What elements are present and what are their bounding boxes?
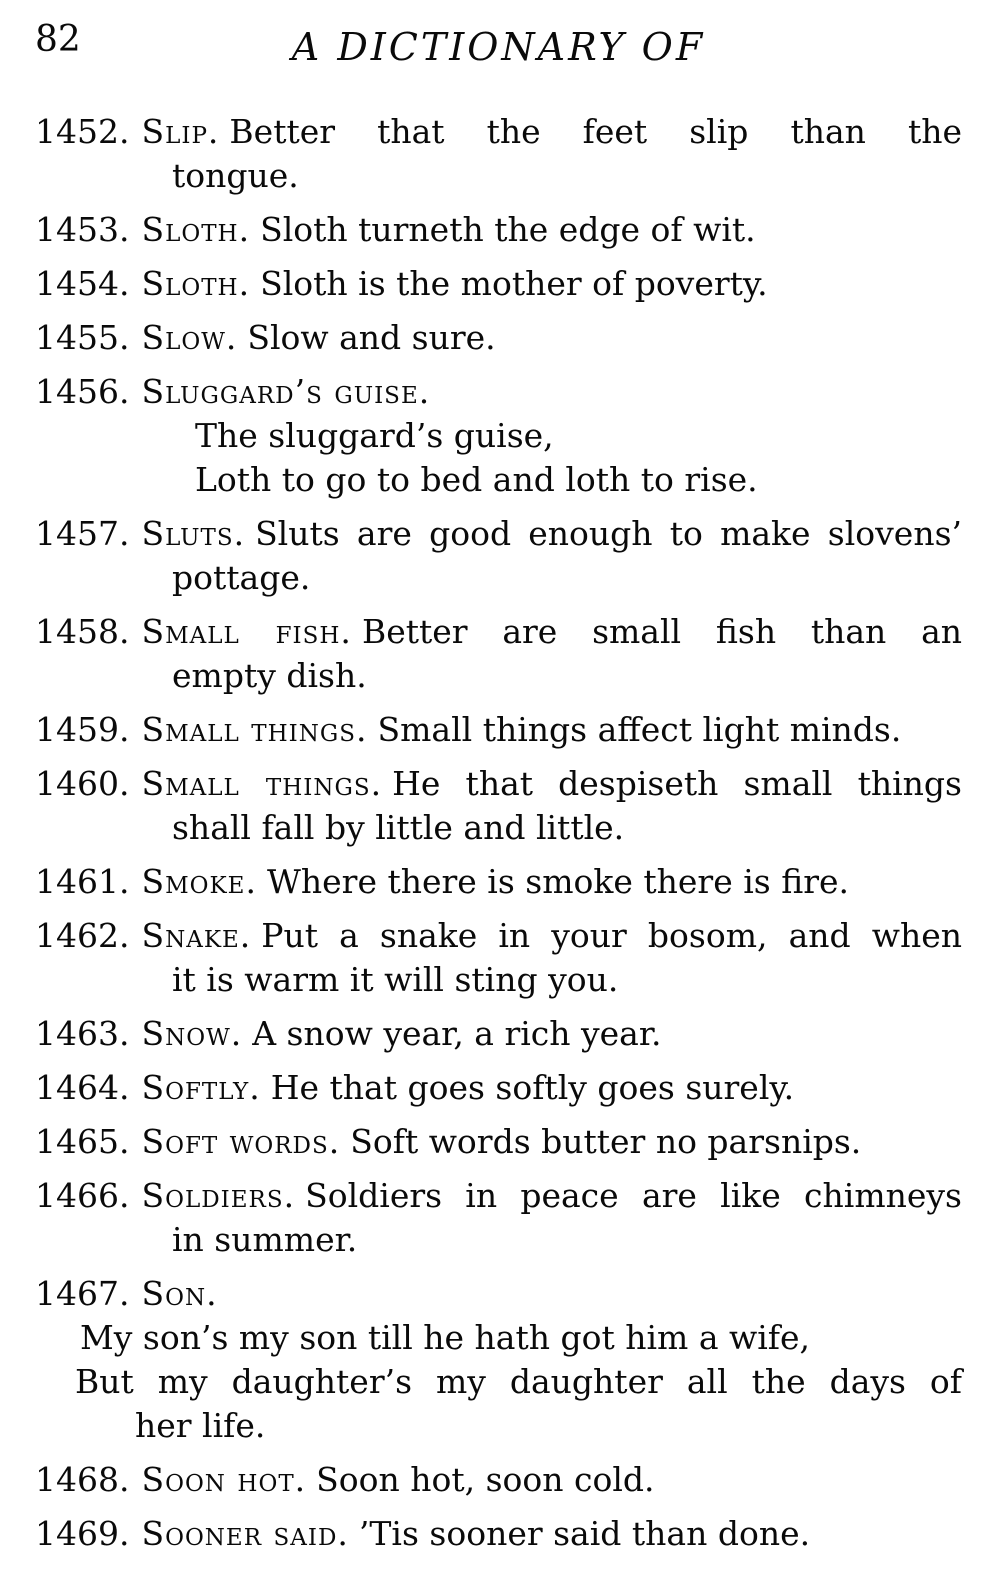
entry-first-line	[35, 610, 962, 654]
entry	[35, 1066, 962, 1110]
entry	[35, 1272, 962, 1448]
entry-keyword: Small things.	[141, 710, 368, 749]
entry	[35, 110, 962, 198]
entry-keyword: Small things.	[141, 764, 383, 803]
entry-number: 1457.	[35, 514, 130, 553]
entry	[35, 316, 962, 360]
entry-first-line	[35, 512, 962, 556]
entry-text: Better that the feet slip than the	[229, 112, 962, 151]
entry-first-line	[35, 1512, 962, 1556]
entry	[35, 208, 962, 252]
entry-first-line	[35, 708, 962, 752]
entry-first-line	[35, 370, 962, 414]
entry-text: Soon hot, soon cold.	[316, 1460, 655, 1499]
entry-continuation-line: shall fall by little and little.	[172, 808, 625, 847]
entry-keyword: Small fish.	[141, 612, 352, 651]
page-number: 82	[35, 19, 81, 60]
entry-number: 1453.	[35, 210, 130, 249]
entry-continuation-line: it is warm it will sting you.	[172, 960, 619, 999]
entry-text: Where there is smoke there is fire.	[266, 862, 850, 901]
entry-number: 1464.	[35, 1068, 130, 1107]
entry-first-line	[35, 1272, 962, 1316]
entry-keyword: Sluggard’s guise.	[141, 372, 431, 411]
entry-first-line	[35, 1174, 962, 1218]
entry-first-line	[35, 208, 962, 252]
entry	[35, 914, 962, 1002]
entry-continuation-line: her life.	[135, 1406, 266, 1445]
entry-keyword: Soft words.	[141, 1122, 341, 1161]
entry-number: 1463.	[35, 1014, 130, 1053]
entry	[35, 262, 962, 306]
entry-first-line	[35, 1012, 962, 1056]
entry	[35, 610, 962, 698]
entry-continuation-line: But my daughter’s my daughter all the days of	[75, 1362, 962, 1401]
entry-number: 1452.	[35, 112, 130, 151]
entry-text: He that goes softly goes surely.	[270, 1068, 795, 1107]
entry-text: Soldiers in peace are like chimneys	[305, 1176, 962, 1215]
entry-keyword: Smoke.	[141, 862, 257, 901]
entry-number: 1465.	[35, 1122, 130, 1161]
entry-first-line	[35, 1458, 962, 1502]
entry-number: 1466.	[35, 1176, 130, 1215]
entry-text: Better are small fish than an	[361, 612, 962, 651]
entry-first-line	[35, 762, 962, 806]
entry-first-line	[35, 914, 962, 958]
entry	[35, 762, 962, 850]
entry-number: 1467.	[35, 1274, 130, 1313]
entry-number: 1455.	[35, 318, 130, 357]
entry-first-line	[35, 316, 962, 360]
entry-number: 1456.	[35, 372, 130, 411]
entry	[35, 1120, 962, 1164]
entry-keyword: Slow.	[141, 318, 238, 357]
entry-keyword: Son.	[141, 1274, 218, 1313]
entry-first-line	[35, 1066, 962, 1110]
entry-keyword: Sooner said.	[141, 1514, 349, 1553]
entry-keyword: Sluts.	[141, 514, 246, 553]
entry-first-line	[35, 262, 962, 306]
entry-continuation-line: pottage.	[172, 558, 311, 597]
entries	[35, 110, 962, 1556]
entry	[35, 1512, 962, 1556]
entry-continuation-line: tongue.	[172, 156, 299, 195]
entry-continuation-line: The sluggard’s guise,	[195, 416, 554, 455]
page-header	[35, 20, 962, 74]
entry	[35, 370, 962, 502]
entry-number: 1459.	[35, 710, 130, 749]
entry-keyword: Sloth.	[141, 210, 251, 249]
entry-text: Sluts are good enough to make slovens’	[255, 514, 962, 553]
running-title: A DICTIONARY OF	[291, 25, 706, 69]
entry-number: 1454.	[35, 264, 130, 303]
entry-number: 1460.	[35, 764, 130, 803]
entry-number: 1461.	[35, 862, 130, 901]
entry-keyword: Slip.	[141, 112, 220, 151]
entry-continuation-line: empty dish.	[172, 656, 367, 695]
entry-number: 1458.	[35, 612, 130, 651]
entry-continuation-line: Loth to go to bed and loth to rise.	[195, 460, 758, 499]
entry-continuation-line: My son’s my son till he hath got him a wife,	[80, 1318, 811, 1357]
entry-text: Soft words butter no parsnips.	[350, 1122, 862, 1161]
entry-text: Sloth turneth the edge of wit.	[260, 210, 756, 249]
entry-text: ’Tis sooner said than done.	[358, 1514, 811, 1553]
entry	[35, 1012, 962, 1056]
entry-first-line	[35, 1120, 962, 1164]
entry-text: He that despiseth small things	[392, 764, 962, 803]
entry-number: 1468.	[35, 1460, 130, 1499]
entry-text: Small things affect light minds.	[377, 710, 902, 749]
entry-keyword: Sloth.	[141, 264, 251, 303]
entry	[35, 512, 962, 600]
entry-continuation-line: in summer.	[172, 1220, 358, 1259]
entry-number: 1462.	[35, 916, 130, 955]
entry-keyword: Snake.	[141, 916, 252, 955]
entry-text: Slow and sure.	[247, 318, 496, 357]
entry-text: Put a snake in your bosom, and when	[261, 916, 962, 955]
entry	[35, 860, 962, 904]
entry-number: 1469.	[35, 1514, 130, 1553]
entry-text: Sloth is the mother of poverty.	[260, 264, 768, 303]
entry	[35, 1174, 962, 1262]
entry	[35, 1458, 962, 1502]
entry	[35, 708, 962, 752]
entry-first-line	[35, 860, 962, 904]
entry-keyword: Softly.	[141, 1068, 261, 1107]
entry-first-line	[35, 110, 962, 154]
entry-text: A snow year, a rich year.	[252, 1014, 662, 1053]
entry-keyword: Snow.	[141, 1014, 243, 1053]
entry-keyword: Soldiers.	[141, 1176, 296, 1215]
entry-keyword: Soon hot.	[141, 1460, 307, 1499]
